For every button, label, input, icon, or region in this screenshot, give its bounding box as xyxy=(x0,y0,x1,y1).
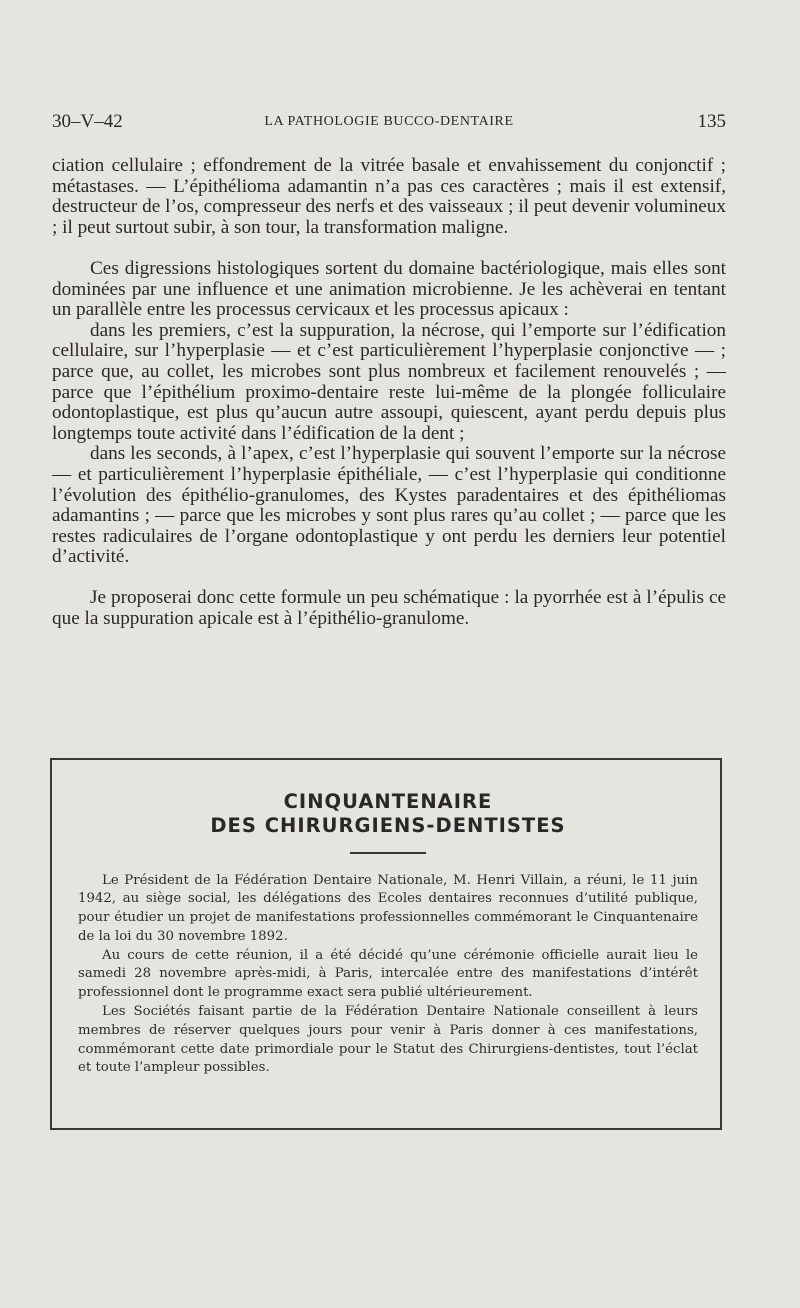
paragraph-2: Ces digressions histologiques sortent du domaine bactériologique, mais elles sont dominées par une influence et une animation microbienne. Je les achèverai en tentant un parallèle entre les processus cervicaux et les processus apicaux : xyxy=(52,257,726,321)
notice-title-line-2: DES CHIRURGIENS-DENTISTES xyxy=(210,814,566,837)
paragraph-5: Je proposerai donc cette formule un peu schématique : la pyorrhée est à l’épulis ce que la suppuration apicale est à l’épithélio-granulome. xyxy=(52,587,726,630)
paragraph-3: dans les premiers, c’est la suppuration, la nécrose, qui l’emporte sur l’édification cellulaire, sur l’hyperplasie — et c’est particulièrement l’hyperplasie conjonctive — ; parce que, au collet, les microbes sont plus nombreux et facilement renouvelés ; — parce que l’épithélium proximo-dentaire reste lui-même de la plongée folliculaire odontoplastique, est plus qu’aucun autre assoupi, quiescent, ayant perdu depuis plus longtemps toute activité dans l’édification de la dent ; xyxy=(52,319,726,444)
running-header xyxy=(52,111,726,133)
paragraph-1: ciation cellulaire ; effondrement de la vitrée basale et envahissement du conjonctif ; métastases. — L’épithélioma adamantin n’a pas ces caractères ; mais il est extensif, destructeur de l’os, compresseur des nerfs et des vaisseaux ; il peut devenir volumineux ; il peut surtout subir, à son tour, la transformation maligne. xyxy=(52,155,726,238)
page-number: 135 xyxy=(697,111,726,132)
notice-title-line-1: CINQUANTENAIRE xyxy=(283,790,493,813)
notice-paragraph-1: Le Président de la Fédération Dentaire Nationale, M. Henri Villain, a réuni, le 11 juin 1942, au siège social, les délégations des Ecoles dentaires reconnues d’utilité publique, pour étudier un projet de manifestations professionnelles commémorant le Cinquantenaire de la loi du 30 novembre 1892. xyxy=(78,872,698,944)
notice-content xyxy=(78,790,698,1078)
paragraph-4: dans les seconds, à l’apex, c’est l’hyperplasie qui souvent l’emporte sur la nécrose — et particulièrement l’hyperplasie épithéliale, — c’est l’hyperplasie qui conditionne l’évolution des épithélio-granulomes, des Kystes paradentaires et des épithéliomas adamantins ; — parce que les microbes y sont plus rares qu’au collet ; — parce que les restes radiculaires de l’organe odontoplastique y ont perdu les derniers leur potentiel d’activité. xyxy=(52,443,726,568)
notice-paragraph-3: Les Sociétés faisant partie de la Fédération Dentaire Nationale conseillent à leurs membres de réserver quelques jours pour venir à Paris donner à ces manifestations, commémorant cette date primordiale pour le Statut des Chirurgiens-dentistes, tout l’éclat et toute l’ampleur possibles. xyxy=(78,1004,698,1076)
article-body xyxy=(52,156,726,630)
notice-paragraph-2: Au cours de cette réunion, il a été décidé qu’une cérémonie officielle aurait lieu le samedi 28 novembre après-midi, à Paris, intercalée entre des manifestations d’intérêt professionnel dont le programme exact sera publié ultérieurement. xyxy=(78,947,698,1001)
issue-date: 30–V–42 xyxy=(52,111,123,132)
title-divider xyxy=(350,852,426,854)
notice-box xyxy=(50,758,722,1130)
journal-title: LA PATHOLOGIE BUCCO-DENTAIRE xyxy=(264,114,514,129)
